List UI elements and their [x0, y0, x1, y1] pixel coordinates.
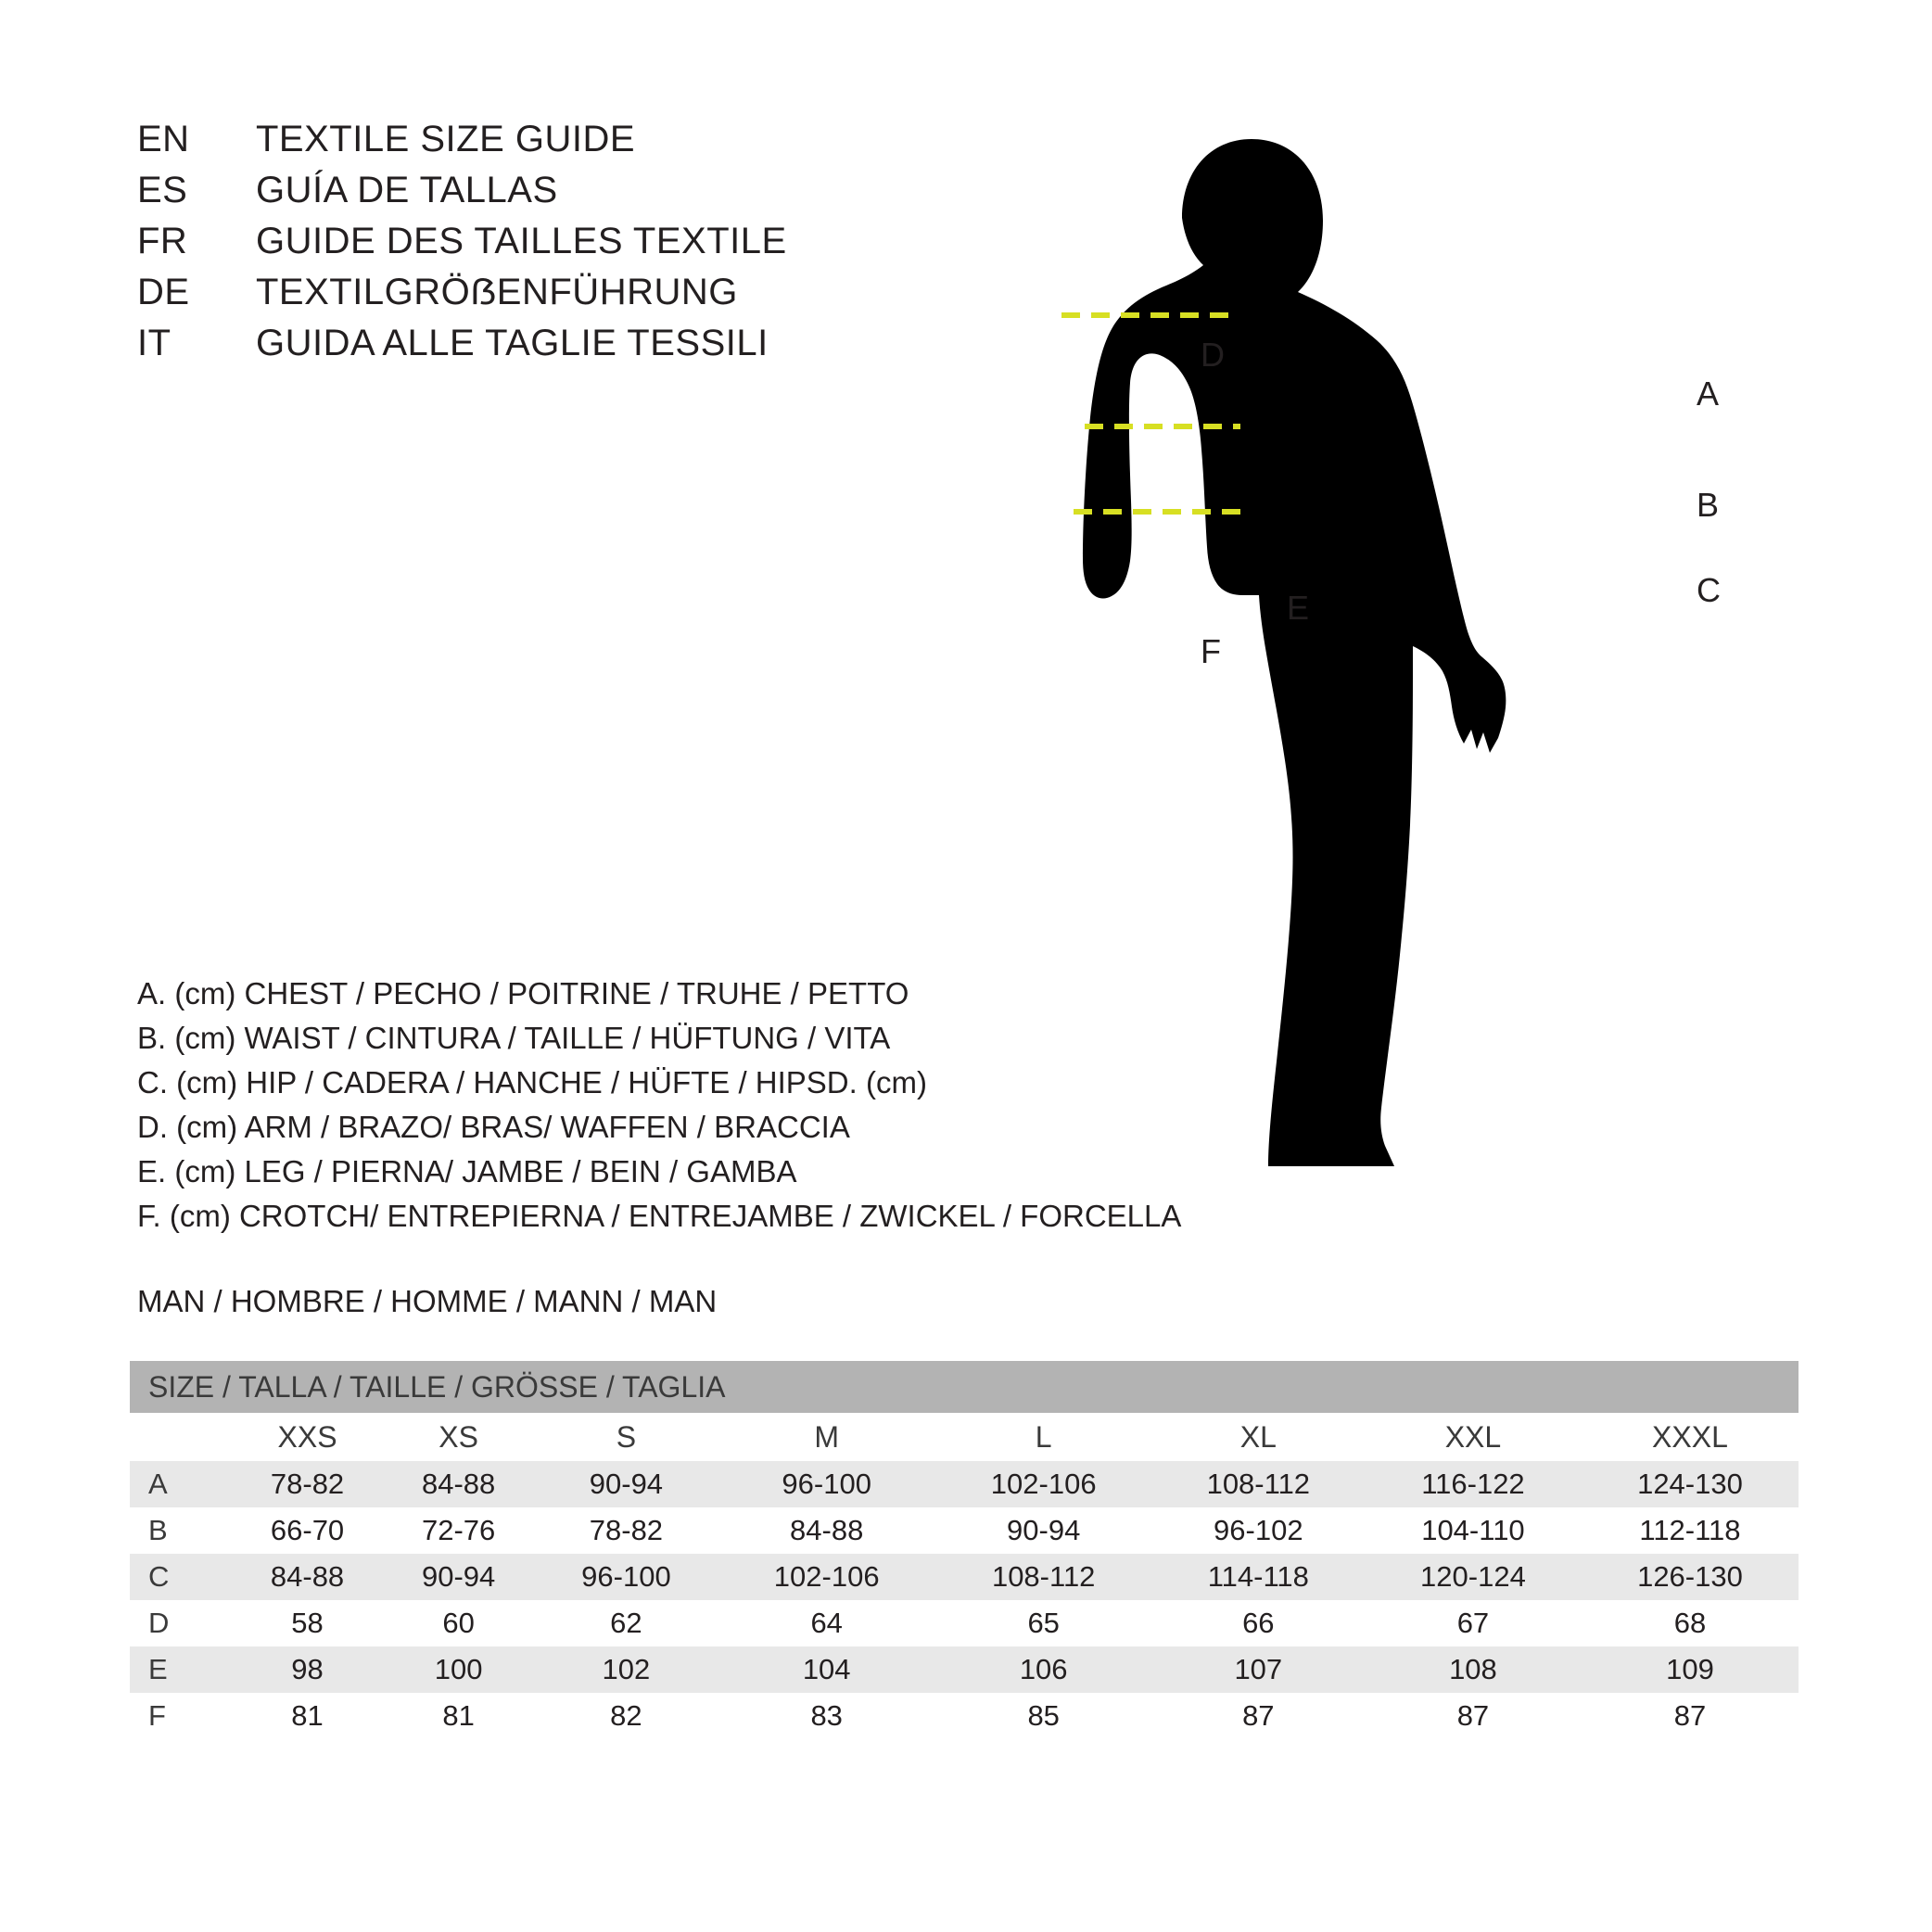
- table-banner-row: [130, 1361, 1799, 1413]
- callout-label-a: A: [1697, 375, 1720, 413]
- legend-item-b: B. (cm) WAIST / CINTURA / TAILLE / HÜFTUNG / VITA: [137, 1021, 891, 1055]
- cell-a-l: 102-106: [935, 1461, 1152, 1507]
- cell-b-xxs: 66-70: [232, 1507, 383, 1554]
- cell-e-xxxl: 109: [1582, 1646, 1799, 1693]
- language-row: [137, 170, 787, 221]
- legend-item-e: E. (cm) LEG / PIERNA/ JAMBE / BEIN / GAMBA: [137, 1154, 797, 1188]
- cell-d-xxxl: 68: [1582, 1600, 1799, 1646]
- size-diagram: [1020, 83, 1873, 1307]
- cell-c-xxl: 120-124: [1365, 1554, 1582, 1600]
- table-row: [130, 1600, 1799, 1646]
- cell-e-xs: 100: [383, 1646, 534, 1693]
- language-row: [137, 221, 787, 272]
- cell-f-l: 85: [935, 1693, 1152, 1739]
- cell-b-m: 84-88: [718, 1507, 935, 1554]
- table-header-row: [130, 1413, 1799, 1461]
- language-title-block: [137, 119, 787, 374]
- cell-d-l: 65: [935, 1600, 1152, 1646]
- language-title: GUIDE DES TAILLES TEXTILE: [256, 221, 787, 261]
- cell-f-xs: 81: [383, 1693, 534, 1739]
- cell-c-xxxl: 126-130: [1582, 1554, 1799, 1600]
- cell-c-xl: 114-118: [1152, 1554, 1365, 1600]
- cell-d-m: 64: [718, 1600, 935, 1646]
- cell-d-s: 62: [534, 1600, 718, 1646]
- column-header-xxs: XXS: [232, 1413, 383, 1461]
- table-row: [130, 1693, 1799, 1739]
- cell-f-m: 83: [718, 1693, 935, 1739]
- cell-e-xxs: 98: [232, 1646, 383, 1693]
- cell-f-xxs: 81: [232, 1693, 383, 1739]
- cell-b-s: 78-82: [534, 1507, 718, 1554]
- cell-d-xxs: 58: [232, 1600, 383, 1646]
- column-header-l: L: [935, 1413, 1152, 1461]
- cell-a-xl: 108-112: [1152, 1461, 1365, 1507]
- cell-c-xxs: 84-88: [232, 1554, 383, 1600]
- column-header-m: M: [718, 1413, 935, 1461]
- table-corner-cell: [130, 1413, 232, 1461]
- cell-c-l: 108-112: [935, 1554, 1152, 1600]
- cell-e-xl: 107: [1152, 1646, 1365, 1693]
- language-row: [137, 119, 787, 170]
- column-header-xs: XS: [383, 1413, 534, 1461]
- man-silhouette-shape: [1083, 139, 1506, 1166]
- legend-item-c: C. (cm) HIP / CADERA / HANCHE / HÜFTE / HIPSD. (cm): [137, 1065, 927, 1099]
- row-label-f: F: [130, 1693, 232, 1739]
- column-header-xxxl: XXXL: [1582, 1413, 1799, 1461]
- gender-label: MAN / HOMBRE / HOMME / MANN / MAN: [137, 1284, 718, 1318]
- language-title: GUÍA DE TALLAS: [256, 170, 558, 210]
- cell-b-xxl: 104-110: [1365, 1507, 1582, 1554]
- legend-item-d: D. (cm) ARM / BRAZO/ BRAS/ WAFFEN / BRACCIA: [137, 1110, 850, 1144]
- cell-e-s: 102: [534, 1646, 718, 1693]
- cell-a-xs: 84-88: [383, 1461, 534, 1507]
- language-title: GUIDA ALLE TAGLIE TESSILI: [256, 323, 769, 363]
- cell-f-xxxl: 87: [1582, 1693, 1799, 1739]
- silhouette-svg: [1020, 83, 1873, 1307]
- cell-a-xxl: 116-122: [1365, 1461, 1582, 1507]
- cell-f-xxl: 87: [1365, 1693, 1582, 1739]
- cell-c-xs: 90-94: [383, 1554, 534, 1600]
- row-label-c: C: [130, 1554, 232, 1600]
- cell-a-xxs: 78-82: [232, 1461, 383, 1507]
- legend-item-f: F. (cm) CROTCH/ ENTREPIERNA / ENTREJAMBE / ZWICKEL / FORCELLA: [137, 1199, 1182, 1233]
- cell-a-s: 90-94: [534, 1461, 718, 1507]
- language-code: EN: [137, 119, 190, 159]
- cell-a-xxxl: 124-130: [1582, 1461, 1799, 1507]
- dimension-label-d: D: [1201, 336, 1225, 374]
- language-code: ES: [137, 170, 188, 210]
- cell-b-l: 90-94: [935, 1507, 1152, 1554]
- cell-a-m: 96-100: [718, 1461, 935, 1507]
- cell-d-xl: 66: [1152, 1600, 1365, 1646]
- column-header-xxl: XXL: [1365, 1413, 1582, 1461]
- callout-label-c: C: [1697, 571, 1721, 609]
- table-row: [130, 1554, 1799, 1600]
- size-table: [130, 1361, 1799, 1739]
- row-label-e: E: [130, 1646, 232, 1693]
- cell-e-l: 106: [935, 1646, 1152, 1693]
- dimension-label-f: F: [1201, 632, 1221, 670]
- cell-b-xs: 72-76: [383, 1507, 534, 1554]
- language-title: TEXTILE SIZE GUIDE: [256, 119, 636, 159]
- language-code: FR: [137, 221, 188, 261]
- language-row: [137, 323, 787, 374]
- cell-c-m: 102-106: [718, 1554, 935, 1600]
- legend-item-a: A. (cm) CHEST / PECHO / POITRINE / TRUHE / PETTO: [137, 976, 909, 1010]
- table-row: [130, 1461, 1799, 1507]
- cell-f-s: 82: [534, 1693, 718, 1739]
- callout-label-b: B: [1697, 486, 1720, 524]
- table-banner-label: SIZE / TALLA / TAILLE / GRÖSSE / TAGLIA: [130, 1361, 1799, 1413]
- cell-d-xs: 60: [383, 1600, 534, 1646]
- language-code: IT: [137, 323, 172, 363]
- language-row: [137, 272, 787, 323]
- language-code: DE: [137, 272, 190, 312]
- cell-b-xxxl: 112-118: [1582, 1507, 1799, 1554]
- column-header-xl: XL: [1152, 1413, 1365, 1461]
- table-row: [130, 1507, 1799, 1554]
- cell-f-xl: 87: [1152, 1693, 1365, 1739]
- cell-d-xxl: 67: [1365, 1600, 1582, 1646]
- cell-e-xxl: 108: [1365, 1646, 1582, 1693]
- language-title: TEXTILGRÖẞENFÜHRUNG: [256, 272, 738, 312]
- row-label-a: A: [130, 1461, 232, 1507]
- cell-c-s: 96-100: [534, 1554, 718, 1600]
- table-row: [130, 1646, 1799, 1693]
- cell-e-m: 104: [718, 1646, 935, 1693]
- dimension-label-e: E: [1287, 589, 1310, 627]
- column-header-s: S: [534, 1413, 718, 1461]
- cell-b-xl: 96-102: [1152, 1507, 1365, 1554]
- row-label-b: B: [130, 1507, 232, 1554]
- row-label-d: D: [130, 1600, 232, 1646]
